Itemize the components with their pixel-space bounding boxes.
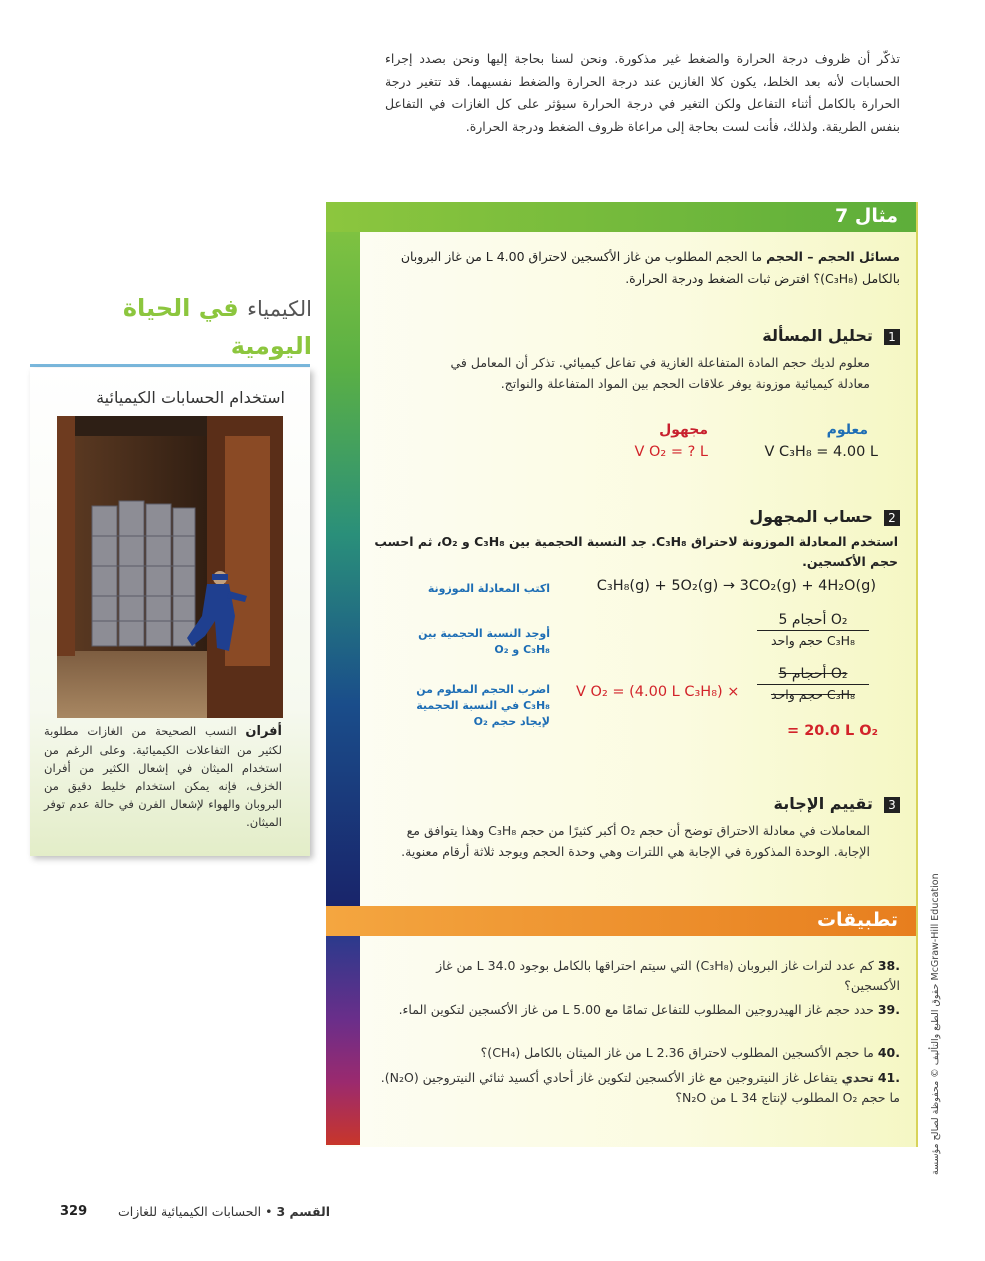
multiply-expression: V O₂ = (4.00 L C₃H₈) × — [576, 684, 740, 700]
sidebar-box-title: استخدام الحسابات الكيميائية — [96, 388, 285, 407]
volume-ratio-fraction — [757, 612, 869, 648]
step2-title: حساب المجهول — [749, 507, 873, 526]
sidebar-title — [98, 294, 312, 322]
step2-number: 2 — [884, 510, 900, 526]
step1-heading — [560, 326, 900, 345]
multiply-fraction-line — [757, 684, 869, 685]
application-item — [380, 1043, 900, 1063]
intro-paragraph: تذكّر أن ظروف درجة الحرارة والضغط غير مذكورة. ونحن لسنا بحاجة إليها ونحن بصدد إجراء الحسابات لأنه بعد الخلط، يكون كلا الغازين عند درجة الحرارة والضغط نفسيهما. قد تتغير درجة الحرارة بالكامل أثناء التفاعل ولكن التغير في درجة الحرارة سيؤثر على كل الغازات في التفاعل بنفس الطريقة. ولذلك، فأنت لست بحاجة إلى مراعاة ظروف الضغط ودرجة الحرارة. — [385, 51, 900, 134]
step2-instruction: استخدم المعادلة الموزونة لاحتراق C₃H₈. جد النسبة الحجمية بين C₃H₈ و O₂، ثم احسب حجم الأكسجين. — [374, 534, 898, 569]
application-item — [380, 956, 900, 996]
applications-title: تطبيقات — [816, 909, 898, 931]
unknown-heading: مجهول — [659, 422, 708, 438]
example-title: مثال 7 — [835, 205, 898, 227]
step3-heading — [560, 794, 900, 813]
multiply-denominator: حجم واحد C₃H₈ — [770, 687, 855, 702]
application-number: .40 — [877, 1045, 900, 1060]
sidebar-title-part2: في الحياة — [122, 294, 239, 322]
application-item — [380, 1068, 900, 1108]
step1-title: تحليل المسألة — [762, 326, 873, 345]
problem-text: ما الحجم المطلوب من غاز الأكسجين لاحتراق 4.00 L من غاز البروبان بالكامل (C₃H₈)؟ افترض ثبات الضغط ودرجة الحرارة. — [400, 249, 900, 286]
footer-section: القسم 3 — [276, 1204, 330, 1219]
caption-bold: أفران — [245, 724, 282, 739]
application-text: يتفاعل غاز النيتروجين مع غاز الأكسجين لتكوين غاز أحادي أكسيد ثنائي النيتروجين (N₂O). ما حجم O₂ المطلوب لإنتاج 34 L من N₂O؟ — [380, 1070, 900, 1105]
multiply-fraction — [757, 666, 869, 702]
label-multiply: اضرب الحجم المعلوم من C₃H₈ في النسبة الحجمية لإيجاد حجم O₂ — [416, 683, 550, 728]
balanced-equation: C₃H₈(g) + 5O₂(g) → 3CO₂(g) + 4H₂O(g) — [596, 578, 876, 594]
example-problem — [380, 246, 900, 290]
result-value: = 20.0 L O₂ — [787, 723, 878, 739]
application-number: .38 — [877, 958, 900, 973]
application-text: ما حجم الأكسجين المطلوب لاحتراق 2.36 L من غاز الميثان بالكامل (CH₄)؟ — [480, 1045, 874, 1060]
unknown-value: V O₂ = ? L — [634, 444, 708, 460]
application-number: .39 — [877, 1002, 900, 1017]
step3-title: تقييم الإجابة — [773, 794, 873, 813]
caption-text: النسب الصحيحة من الغازات مطلوبة لكثير من التفاعلات الكيميائية. وعلى الرغم من استخدام الميثان في إشعال الكثير من أفران الخزف، فإنه يمكن استخدام خليط دقيق من البروبان والهواء لإشعال الفرن في حالة عدم توفر الميثان. — [44, 724, 282, 829]
label-balanced-equation: اكتب المعادلة الموزونة — [427, 582, 550, 595]
sidebar-title-part1: الكيمياء — [247, 297, 312, 321]
application-number: .41 — [877, 1070, 900, 1085]
known-heading: معلوم — [826, 422, 868, 438]
label-volume-ratio: أوجد النسبة الحجمية بين C₃H₈ و O₂ — [418, 627, 550, 656]
sidebar-divider — [30, 364, 310, 367]
application-challenge-label: تحدي — [841, 1070, 874, 1085]
known-value: V C₃H₈ = 4.00 L — [764, 444, 878, 460]
application-text: كم عدد لترات غاز البروبان (C₃H₈) التي سيتم احتراقها بالكامل بوجود 34.0 L من غاز الأكسجين؟ — [436, 958, 900, 993]
step2-heading — [560, 507, 900, 526]
step3-text: المعاملات في معادلة الاحتراق توضح أن حجم O₂ أكبر كثيرًا من حجم C₃H₈ وهذا يتوافق مع الإجابة. الوحدة المذكورة في الإجابة هي اللترات وهي وحدة الحجم ويوجد ثلاثة أرقام معنوية. — [401, 823, 870, 859]
kiln-photo — [57, 416, 283, 718]
footer-title: • الحسابات الكيميائية للغازات — [118, 1204, 277, 1219]
page-number: 329 — [60, 1204, 88, 1219]
ratio-numerator: 5 أحجام O₂ — [778, 612, 848, 628]
footer — [60, 1204, 330, 1219]
fraction-line — [757, 630, 869, 631]
example-gradient-stripe — [326, 230, 360, 908]
sidebar-caption — [44, 722, 282, 831]
application-item — [380, 1000, 900, 1020]
sidebar-title-line2: اليومية — [230, 332, 312, 360]
ratio-denominator: حجم واحد C₃H₈ — [770, 633, 855, 648]
applications-gradient-stripe — [326, 936, 360, 1145]
step1-text: معلوم لديك حجم المادة المتفاعلة الغازية في تفاعل كيميائي. تذكر أن المعامل في معادلة كيميائية موزونة يوفر علاقات الحجم بين المواد المتفاعلة والنواتج. — [450, 355, 870, 391]
problem-bold: مسائل الحجم – الحجم — [766, 249, 900, 264]
application-text: حدد حجم غاز الهيدروجين المطلوب للتفاعل تمامًا مع 5.00 L من غاز الأكسجين لتكوين الماء. — [398, 1002, 874, 1017]
example-header — [326, 202, 916, 232]
step3-number: 3 — [884, 797, 900, 813]
copyright-notice: حقوق الطبع والتأليف © محفوظة لصالح مؤسسة McGraw-Hill Education — [930, 873, 941, 1175]
multiply-numerator: 5 أحجام O₂ — [778, 666, 848, 682]
step1-number: 1 — [884, 329, 900, 345]
applications-header — [326, 906, 916, 936]
